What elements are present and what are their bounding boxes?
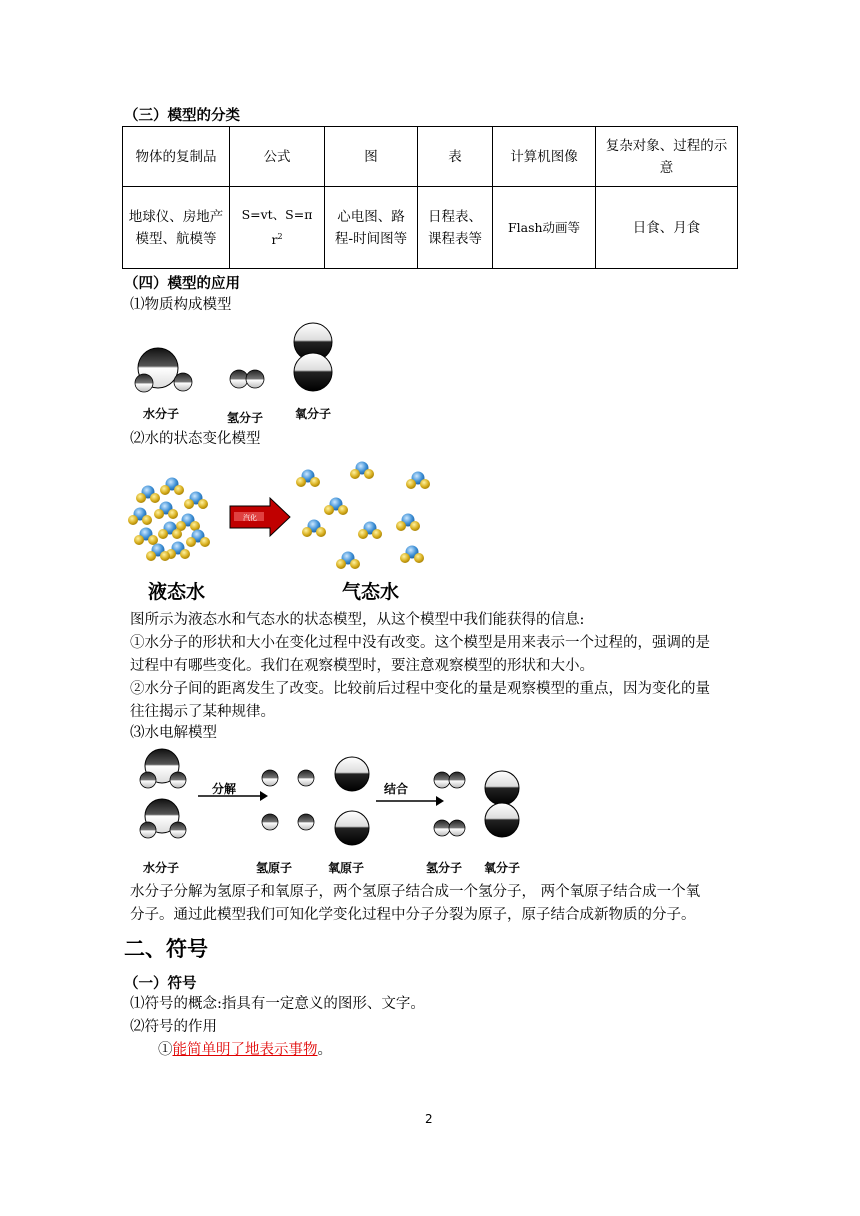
table-header-cell: 图	[325, 127, 418, 187]
water-molecule-icon	[140, 799, 186, 838]
label-oxygen-atom: 氧原子	[328, 861, 365, 875]
label-hydrogen-molecule: 氢分子	[227, 411, 264, 425]
section4-heading: （四）模型的应用	[124, 276, 240, 292]
table-cell: 地球仪、房地产模型、航模等	[123, 187, 230, 269]
hydrogen-atoms-icon	[262, 770, 314, 830]
table-cell: 心电图、路程-时间图等	[325, 187, 418, 269]
formula-superscript: 2	[277, 231, 283, 241]
table-header-cell: 物体的复制品	[123, 127, 230, 187]
liquid-water-cluster-icon	[128, 478, 210, 562]
paragraph-point2-line2: 往往揭示了某种规律。	[130, 704, 275, 720]
label-gaseous-water: 气态水	[342, 581, 400, 603]
paragraph-electrolysis-line1: 水分子分解为氢原子和氧原子，两个氢原子结合成一个氢分子， 两个氧原子结合成一个氧	[130, 884, 701, 900]
model-classification-table	[122, 126, 738, 269]
hydrogen-molecule-icon	[434, 772, 465, 788]
paragraph-point1-line1: ①水分子的形状和大小在变化过程中没有改变。这个模型是用来表示一个过程的，强调的是	[130, 635, 710, 651]
hydrogen-molecule-icon	[434, 820, 465, 836]
combine-arrow-icon	[376, 796, 444, 806]
vaporization-arrow-icon	[230, 498, 290, 536]
item-suffix: 。	[317, 1042, 332, 1058]
state-change-figure	[126, 456, 446, 580]
paragraph-intro: 图所示为液态水和气态水的状态模型，从这个模型中我们能获得的信息:	[130, 612, 585, 628]
table-row	[123, 187, 738, 269]
table-cell: Flash动画等	[493, 187, 596, 269]
sub-heading-electrolysis-model: ⑶水电解模型	[130, 725, 217, 741]
sub-heading-substance-model: ⑴物质构成模型	[130, 297, 232, 313]
hydrogen-molecule-icon	[230, 370, 264, 388]
symbol-function-heading: ⑵符号的作用	[130, 1019, 217, 1035]
water-molecule-icon	[135, 348, 192, 392]
paragraph-point2-line1: ②水分子间的距离发生了改变。比较前后过程中变化的量是观察模型的重点，因为变化的量	[130, 681, 710, 697]
part2-title: 二、符号	[124, 937, 208, 961]
table-header-cell: 计算机图像	[493, 127, 596, 187]
table-header-cell: 复杂对象、过程的示意	[596, 127, 738, 187]
water-molecule-icon	[140, 749, 186, 788]
formula-r: r	[271, 232, 278, 248]
table-cell: 日食、月食	[596, 187, 738, 269]
oxygen-molecule-icon	[294, 323, 332, 391]
section3-heading: （三）模型的分类	[124, 108, 240, 124]
table-header-cell: 公式	[230, 127, 325, 187]
paragraph-point1-line2: 过程中有哪些变化。我们在观察模型时，要注意观察模型的形状和大小。	[130, 658, 594, 674]
sub-heading-state-change-model: ⑵水的状态变化模型	[130, 431, 261, 447]
table-header-cell: 表	[418, 127, 493, 187]
label-liquid-water: 液态水	[148, 581, 206, 603]
oxygen-atoms-icon	[335, 757, 369, 845]
label-hydrogen-molecule: 氢分子	[426, 861, 463, 875]
table-cell-formula	[230, 187, 325, 269]
label-water-molecule: 水分子	[143, 861, 180, 875]
item-prefix: ①	[158, 1042, 173, 1058]
label-oxygen-molecule: 氧分子	[295, 407, 332, 421]
oxygen-molecule-icon	[485, 771, 519, 837]
label-combine: 结合	[384, 782, 409, 796]
label-oxygen-molecule: 氧分子	[484, 861, 521, 875]
arrow-label: 汽化	[243, 514, 257, 522]
highlighted-answer: 能简单明了地表示事物	[172, 1042, 318, 1058]
label-hydrogen-atom: 氢原子	[256, 861, 293, 875]
label-water-molecule: 水分子	[143, 407, 180, 421]
table-cell: 日程表、课程表等	[418, 187, 493, 269]
symbol-concept: ⑴符号的概念:指具有一定意义的图形、文字。	[130, 996, 425, 1012]
symbol-function-item1	[158, 1039, 332, 1061]
electrolysis-figure	[126, 744, 536, 858]
gaseous-water-cluster-icon	[296, 462, 430, 570]
paragraph-electrolysis-line2: 分子。通过此模型我们可知化学变化过程中分子分裂为原子，原子结合成新物质的分子。	[130, 907, 696, 923]
page-number: 2	[425, 1112, 433, 1126]
table-header-row	[123, 127, 738, 187]
formula-main: S=vt、S=π	[241, 206, 313, 222]
part2-sub-heading: （一）符号	[124, 976, 197, 992]
label-decompose: 分解	[212, 782, 237, 796]
